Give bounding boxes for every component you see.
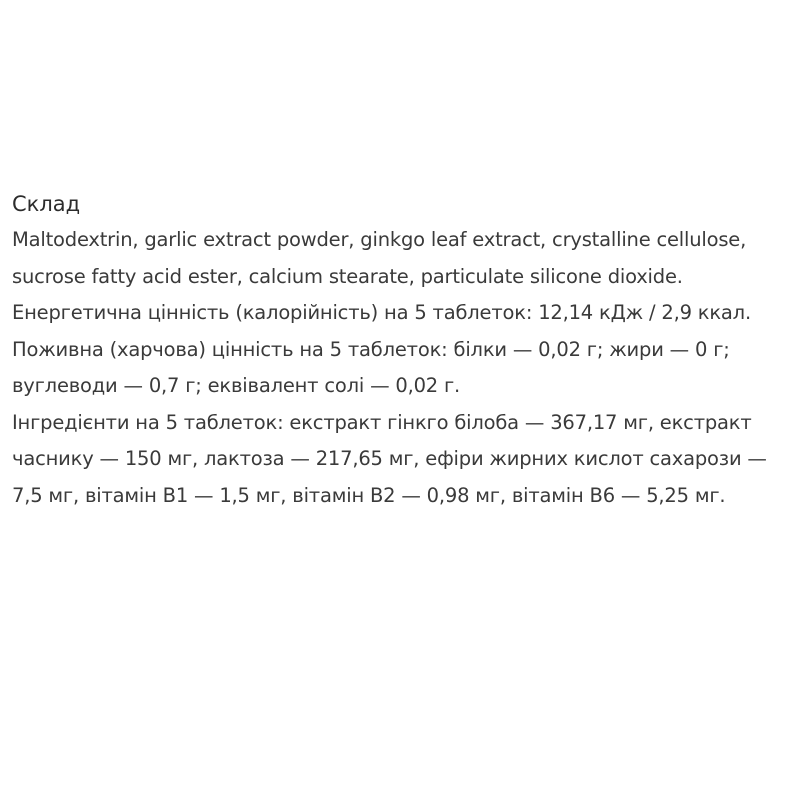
ingredients-english: Maltodextrin, garlic extract powder, ginkgo leaf extract, crystalline cellulose, sucrose fatty acid ester, calcium stearate, particulate silicone dioxide. (12, 228, 747, 288)
composition-section (12, 186, 788, 514)
nutritional-value: Поживна (харчова) цінність на 5 таблеток: білки — 0,02 г; жири — 0 г; вуглеводи — 0,7 г; еквівалент солі — 0,02 г. (12, 337, 730, 397)
ingredients-per-serving: Інгредієнти на 5 таблеток: екстракт гінкго білоба — 367,17 мг, екстракт часнику — 150 мг, лактоза — 217,65 мг, ефіри жирних кислот сахарози — 7,5 мг, вітамін В1 — 1,5 мг, вітамін В2 — 0,98 мг, вітамін В6 — 5,25 мг. (12, 410, 767, 507)
energy-value: Енергетична цінність (калорійність) на 5 таблеток: 12,14 кДж / 2,9 ккал. (12, 301, 751, 324)
section-title: Склад (12, 192, 81, 216)
